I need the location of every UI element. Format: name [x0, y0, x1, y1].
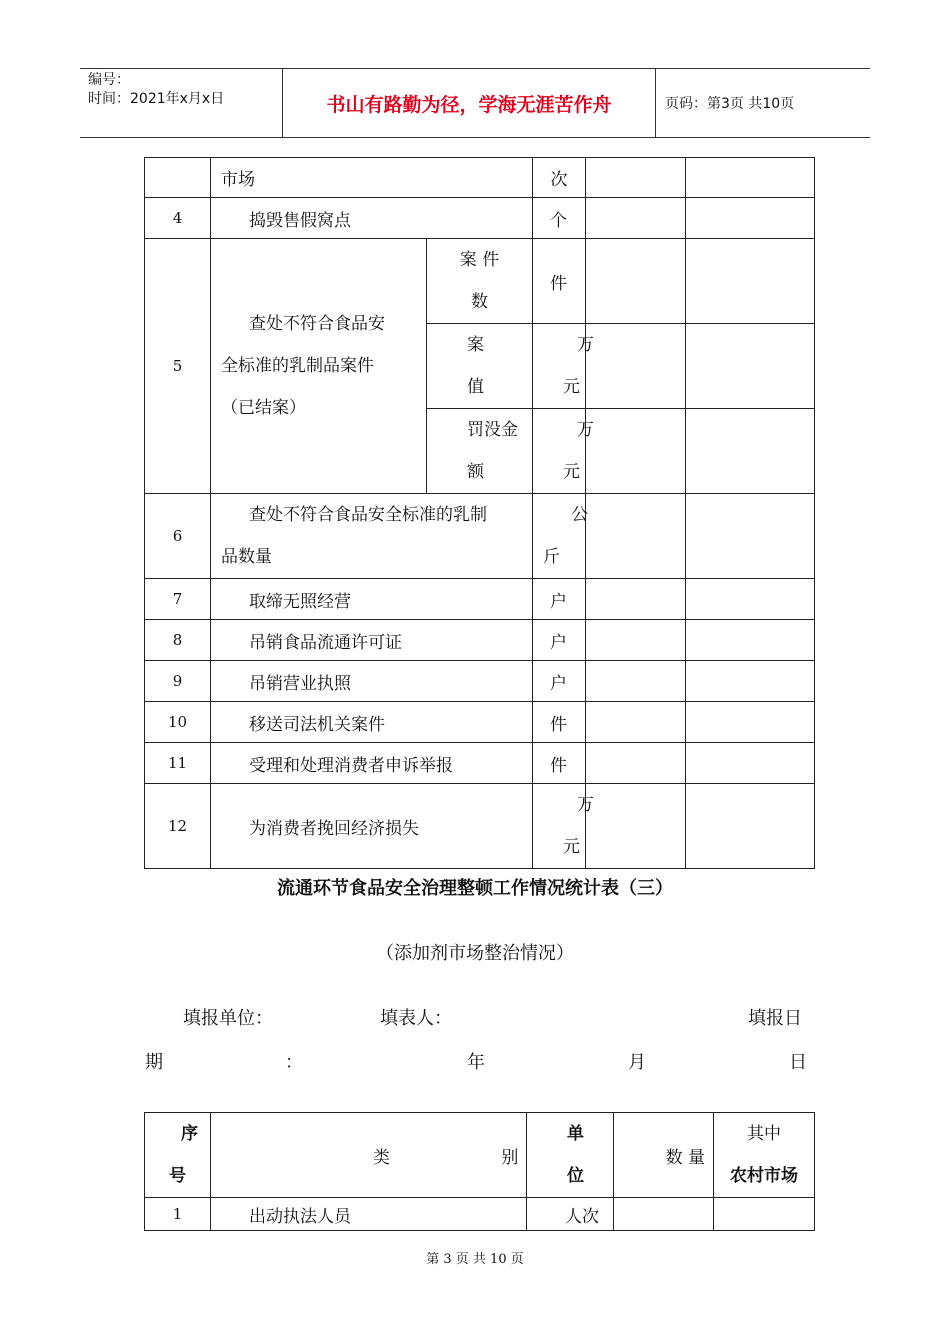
unit-line: 元 — [563, 377, 580, 397]
fill-date-colon: ： — [285, 1052, 303, 1073]
rural-cell — [686, 198, 815, 239]
item-label: 为消费者挽回经济损失 — [211, 784, 533, 869]
unit-label: 件 — [533, 743, 586, 784]
row-number: 11 — [145, 743, 211, 784]
row-number: 10 — [145, 702, 211, 743]
sub-line: 罚没金 — [467, 420, 518, 440]
fill-date-label-cont: 期 — [145, 1052, 163, 1073]
fill-date-label: 填报日 — [748, 1008, 802, 1029]
value-cell — [586, 158, 686, 198]
item-label: 出动执法人员 — [211, 1198, 527, 1231]
sub-line: 案 件 — [459, 250, 500, 270]
value-cell — [586, 579, 686, 620]
header-line: 号 — [169, 1166, 186, 1186]
sub-label — [427, 324, 533, 409]
value-cell — [586, 239, 686, 324]
header-line: 序 — [181, 1124, 198, 1144]
rural-cell — [686, 661, 815, 702]
unit-line: 公 — [571, 505, 588, 525]
table-row — [145, 702, 815, 743]
rural-cell — [686, 494, 815, 579]
unit-line: 元 — [563, 837, 580, 857]
time-label: 时间：2021年x月x日 — [88, 91, 225, 107]
unit-label — [533, 324, 594, 409]
row-number: 6 — [145, 494, 211, 579]
unit-label — [533, 494, 586, 579]
number-label: 编号： — [88, 72, 130, 88]
value-cell — [586, 743, 686, 784]
header-category-a: 类 — [373, 1147, 390, 1168]
row-number: 5 — [145, 239, 211, 494]
stats-table-1 — [144, 157, 815, 869]
value-cell — [586, 784, 686, 869]
unit-label: 次 — [533, 158, 586, 198]
rural-cell — [686, 324, 815, 409]
table-row — [145, 784, 815, 869]
header-page-info: 页码：第3页 共10页 — [665, 96, 795, 112]
item-label: 取缔无照经营 — [211, 579, 533, 620]
item-line: 查处不符合食品安全标准的乳制 — [249, 505, 487, 525]
unit-line: 万 — [577, 795, 594, 815]
table-row — [145, 743, 815, 784]
row-number: 4 — [145, 198, 211, 239]
table-row — [145, 1198, 815, 1231]
table-row — [145, 579, 815, 620]
value-cell — [586, 661, 686, 702]
year-label: 年 — [467, 1052, 485, 1073]
month-label: 月 — [628, 1052, 646, 1073]
item-label — [211, 239, 427, 494]
row-number: 8 — [145, 620, 211, 661]
rural-cell — [686, 409, 815, 494]
unit-label: 人次 — [527, 1198, 614, 1231]
table-row — [145, 158, 815, 198]
rural-cell — [686, 784, 815, 869]
sub-label — [427, 409, 533, 494]
item-label: 捣毁售假窝点 — [211, 198, 533, 239]
header-unit — [527, 1113, 614, 1198]
sub-line: 数 — [471, 292, 488, 312]
item-line: 全标准的乳制品案件 — [221, 356, 374, 376]
table-row — [145, 661, 815, 702]
header-line: 单 — [567, 1124, 584, 1144]
value-cell — [586, 702, 686, 743]
fill-person-label: 填表人： — [380, 1008, 452, 1029]
unit-label: 件 — [533, 239, 586, 324]
item-label: 吊销营业执照 — [211, 661, 533, 702]
fill-unit-label: 填报单位： — [183, 1008, 273, 1029]
rural-cell — [686, 158, 815, 198]
rural-cell — [686, 579, 815, 620]
header-category-b: 别 — [501, 1147, 519, 1168]
section-title: 流通环节食品安全治理整顿工作情况统计表（三） — [277, 878, 673, 899]
unit-line: 元 — [563, 462, 580, 482]
header-category — [211, 1113, 527, 1198]
table-row — [145, 198, 815, 239]
rural-cell — [686, 239, 815, 324]
unit-line: 万 — [577, 335, 594, 355]
value-cell — [586, 324, 686, 409]
row-number: 9 — [145, 661, 211, 702]
day-label: 日 — [789, 1052, 807, 1073]
page-footer: 第 3 页 共 10 页 — [426, 1252, 524, 1267]
row-number: 1 — [145, 1198, 211, 1231]
item-label: 吊销食品流通许可证 — [211, 620, 533, 661]
rural-cell — [686, 743, 815, 784]
row-number: 7 — [145, 579, 211, 620]
sub-line: 值 — [467, 377, 484, 397]
unit-label — [533, 409, 594, 494]
unit-label: 户 — [533, 661, 586, 702]
item-line: （已结案） — [221, 398, 306, 418]
sub-label — [427, 239, 533, 324]
unit-label: 个 — [533, 198, 586, 239]
unit-line: 斤 — [543, 547, 560, 567]
row-number: 12 — [145, 784, 211, 869]
rural-cell — [686, 702, 815, 743]
header-motto: 书山有路勤为径，学海无涯苦作舟 — [282, 69, 656, 137]
unit-line: 万 — [577, 420, 594, 440]
rural-cell — [714, 1198, 815, 1231]
unit-label: 户 — [533, 620, 586, 661]
header-seq — [145, 1113, 211, 1198]
unit-label — [533, 784, 594, 869]
item-label: 受理和处理消费者申诉举报 — [211, 743, 533, 784]
value-cell — [586, 494, 686, 579]
rural-cell — [686, 620, 815, 661]
header-meta — [80, 69, 282, 137]
header-line: 其中 — [747, 1124, 781, 1144]
item-label: 移送司法机关案件 — [211, 702, 533, 743]
page-header — [80, 68, 870, 138]
value-cell — [614, 1198, 714, 1231]
value-cell — [586, 198, 686, 239]
header-rural — [714, 1113, 815, 1198]
table-row — [145, 239, 815, 324]
stats-table-2 — [144, 1112, 815, 1231]
unit-label: 件 — [533, 702, 586, 743]
header-line: 农村市场 — [730, 1166, 798, 1186]
sub-line: 额 — [467, 462, 484, 482]
value-cell — [586, 409, 686, 494]
header-line: 位 — [567, 1166, 584, 1186]
section-subtitle: （添加剂市场整治情况） — [376, 943, 574, 964]
table-header-row — [145, 1113, 815, 1198]
value-cell — [586, 620, 686, 661]
item-line: 查处不符合食品安 — [249, 314, 385, 334]
table-row — [145, 620, 815, 661]
unit-label: 户 — [533, 579, 586, 620]
item-label — [211, 494, 533, 579]
item-line: 品数量 — [221, 547, 272, 567]
table-row — [145, 494, 815, 579]
sub-line: 案 — [467, 335, 484, 355]
item-label: 市场 — [211, 158, 533, 198]
header-quantity: 数 量 — [614, 1113, 714, 1198]
